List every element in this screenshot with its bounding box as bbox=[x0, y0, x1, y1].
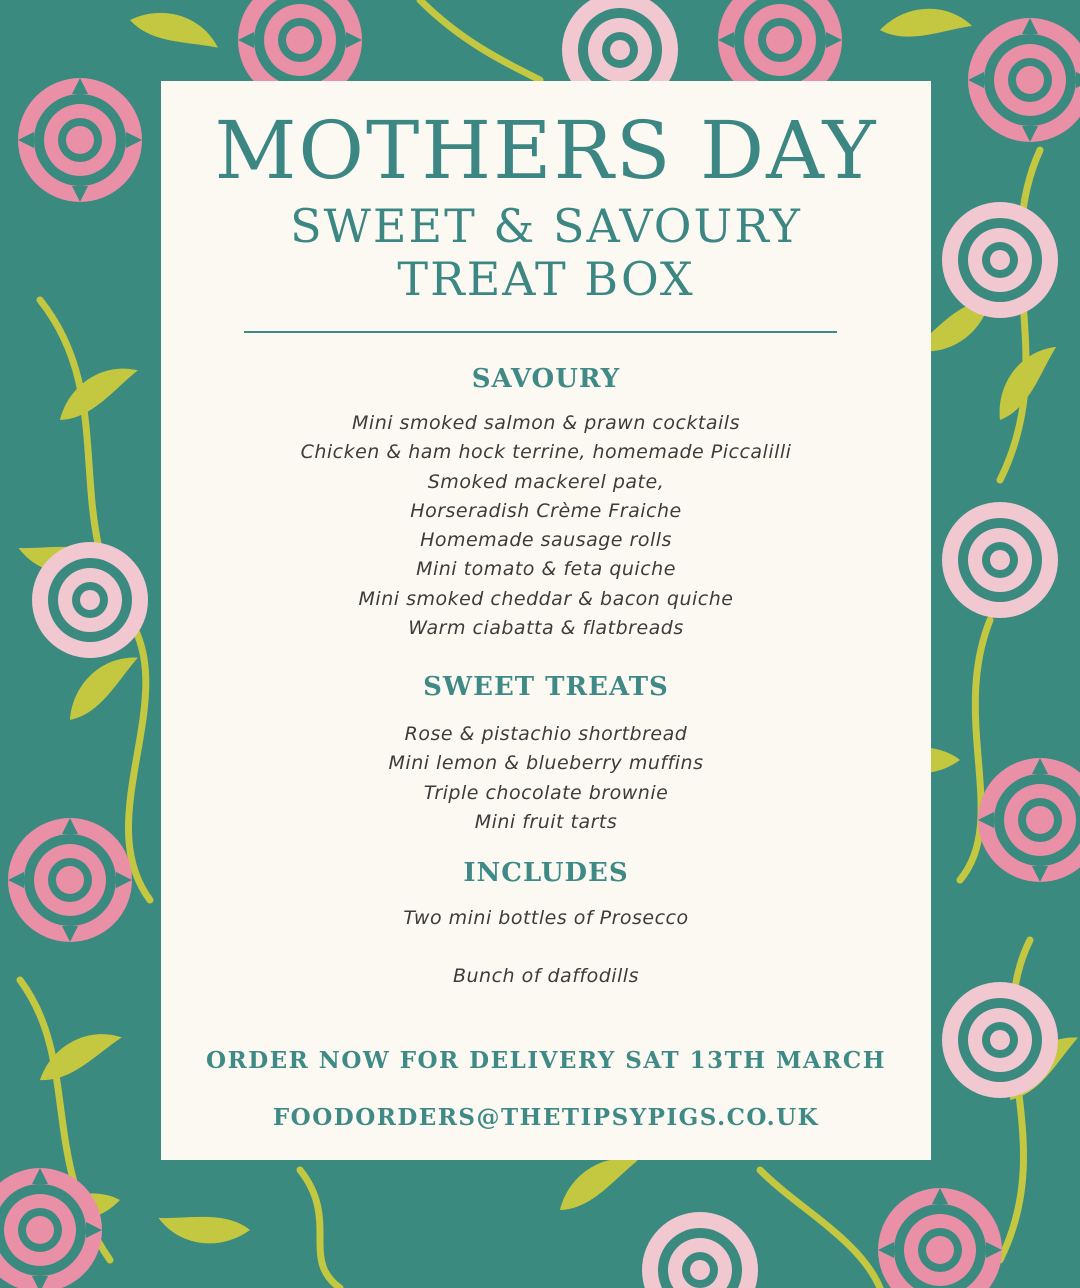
sweet-treats-list bbox=[161, 720, 931, 837]
list-item: Horseradish Crème Fraiche bbox=[410, 499, 682, 522]
list-item: Warm ciabatta & flatbreads bbox=[408, 617, 684, 640]
subtitle-line-2: TREAT BOX bbox=[397, 252, 695, 306]
email-link[interactable]: FOODORDERS@THETIPSYPIGS.CO.UK bbox=[272, 1104, 820, 1131]
divider bbox=[244, 331, 837, 333]
list-item: Smoked mackerel pate, bbox=[427, 470, 665, 493]
list-item: Rose & pistachio shortbread bbox=[404, 723, 688, 745]
list-item: Mini tomato & feta quiche bbox=[416, 558, 676, 581]
sweet-treats-heading: SWEET TREATS bbox=[423, 672, 669, 702]
subtitle-line-1: SWEET & SAVOURY bbox=[290, 199, 802, 253]
list-item: Mini smoked salmon & prawn cocktails bbox=[352, 412, 740, 434]
list-item: Mini lemon & blueberry muffins bbox=[388, 752, 704, 775]
list-item: Chicken & ham hock terrine, homemade Piccalilli bbox=[300, 441, 792, 464]
page-title: MOTHERS DAY bbox=[214, 104, 878, 197]
list-item: Homemade sausage rolls bbox=[420, 529, 672, 552]
list-item: Triple chocolate brownie bbox=[423, 781, 669, 804]
includes-heading: INCLUDES bbox=[463, 858, 629, 888]
menu-card bbox=[161, 81, 931, 1160]
order-banner: ORDER NOW FOR DELIVERY SAT 13TH MARCH bbox=[206, 1047, 886, 1074]
list-item: Mini smoked cheddar & bacon quiche bbox=[358, 587, 734, 610]
include-item: Bunch of daffodills bbox=[452, 965, 639, 987]
savoury-heading: SAVOURY bbox=[471, 364, 621, 394]
list-item: Mini fruit tarts bbox=[474, 810, 618, 833]
include-item: Two mini bottles of Prosecco bbox=[403, 907, 689, 929]
savoury-list bbox=[161, 409, 931, 643]
